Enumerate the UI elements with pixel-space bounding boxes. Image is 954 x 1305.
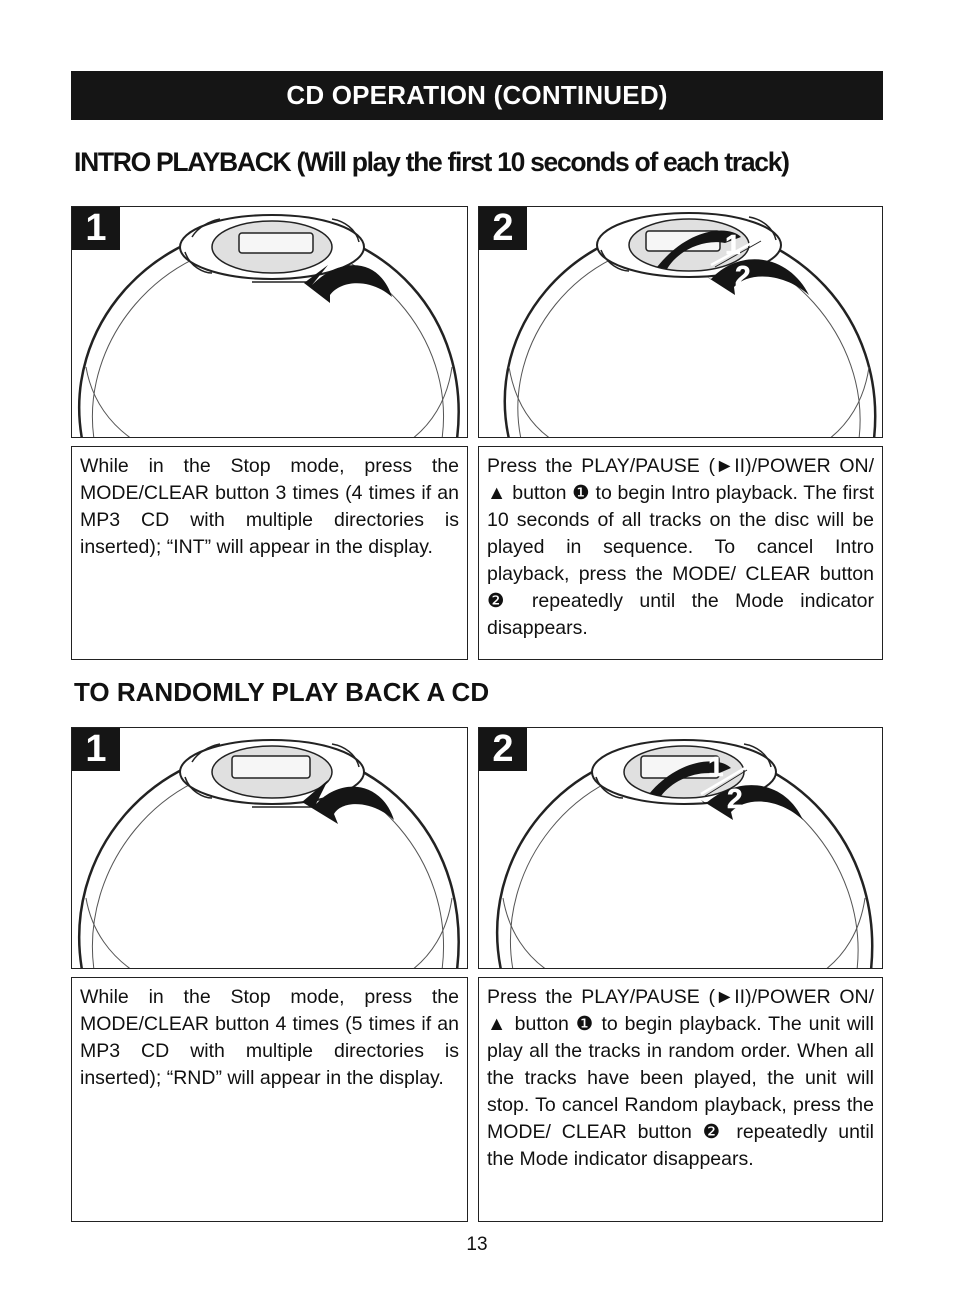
instruction-text: While in the Stop mode, press the MODE/CLEAR button 4 times (5 times if an MP3 CD with multiple directories is inserted); “RND” will appear in the display. <box>80 986 459 1089</box>
random-playback-heading: TO RANDOMLY PLAY BACK A CD <box>74 677 490 707</box>
random-step1-instructions <box>71 977 468 1222</box>
instruction-text: While in the Stop mode, press the MODE/CLEAR button 3 times (4 times if an MP3 CD with multiple directories is inserted); “INT” will appear in the display. <box>80 455 459 558</box>
cd-player-illustration <box>479 207 883 438</box>
step-number-badge: 1 <box>72 728 120 771</box>
step-number-badge: 1 <box>72 207 120 250</box>
cd-player-illustration <box>72 207 468 438</box>
marker-1: 1 <box>708 751 724 782</box>
step-number-badge: 2 <box>479 728 527 771</box>
cd-player-illustration <box>479 728 883 969</box>
step-number-badge: 2 <box>479 207 527 250</box>
random-step1-figure <box>71 727 468 969</box>
intro-step1-instructions <box>71 446 468 660</box>
marker-2: 2 <box>735 260 751 291</box>
cd-player-illustration <box>72 728 468 969</box>
marker-2: 2 <box>727 783 743 814</box>
intro-step1-figure <box>71 206 468 438</box>
instruction-text: Press the PLAY/PAUSE (►II)/POWER ON/▲ button ❶ to begin Intro playback. The first 10 seconds of all tracks on the disc will be played in sequence. To cancel Intro playback, press the MODE/ CLEAR button ❷ repeatedly until the Mode indicator disappears. <box>487 455 874 639</box>
section-banner <box>71 71 883 120</box>
marker-1: 1 <box>725 229 741 260</box>
intro-playback-heading: INTRO PLAYBACK (Will play the first 10 seconds of each track) <box>74 147 789 177</box>
random-step2-instructions <box>478 977 883 1222</box>
page-number: 13 <box>466 1234 488 1255</box>
random-step2-figure <box>478 727 883 969</box>
instruction-text: Press the PLAY/PAUSE (►II)/POWER ON/▲ button ❶ to begin playback. The unit will play all the tracks in random order. When all the tracks have been played, the unit will stop. To cancel Random playback, press the MODE/ CLEAR button ❷ repeatedly until the Mode indicator disappears. <box>487 986 874 1170</box>
intro-step2-instructions <box>478 446 883 660</box>
section-title: CD OPERATION (CONTINUED) <box>286 80 668 110</box>
intro-step2-figure <box>478 206 883 438</box>
